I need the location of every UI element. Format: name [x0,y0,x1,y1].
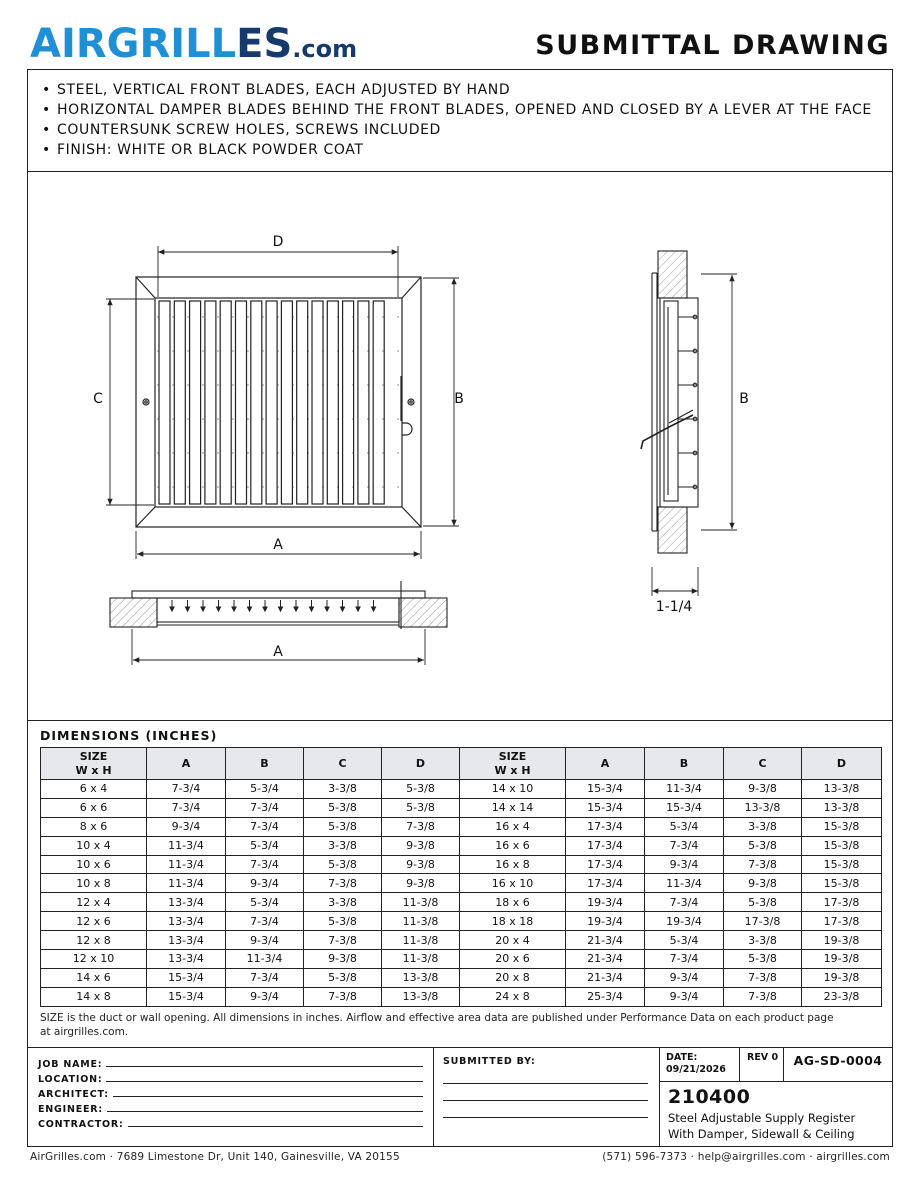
table-cell: 13-3/4 [147,931,226,950]
side-view [641,251,698,553]
table-cell: 19-3/4 [645,912,724,931]
table-cell: 5-3/8 [304,855,382,874]
table-cell: 16 x 10 [460,874,566,893]
table-cell: 13-3/4 [147,912,226,931]
dimensions-note: SIZE is the duct or wall opening. All dimensions in inches. Airflow and effective area data are published under Performance Data on each product page at airgrilles.com. [40,1012,834,1038]
table-cell: 9-3/8 [382,855,460,874]
table-cell: 13-3/4 [147,950,226,969]
table-cell: 11-3/8 [382,912,460,931]
section-blade-tip [341,607,345,611]
table-cell: 13-3/4 [147,893,226,912]
drawing-frame [27,69,893,1147]
table-cell: 11-3/4 [147,855,226,874]
section-blade-tip [294,607,298,611]
front-blade [174,301,185,504]
table-cell: 6 x 6 [41,798,147,817]
table-row [41,950,882,969]
table-cell: 14 x 8 [41,987,147,1006]
table-cell: 9-3/8 [382,836,460,855]
section-blade-tip [217,607,221,611]
drawing-info [660,1048,892,1146]
signature-line[interactable] [443,1084,648,1101]
table-cell: 7-3/4 [645,836,724,855]
table-cell: 17-3/8 [724,912,802,931]
table-cell: 3-3/8 [304,836,382,855]
front-blade [251,301,262,504]
section-blade-tip [201,607,205,611]
engineer-field[interactable]: ENGINEER: [38,1100,433,1115]
table-cell: 20 x 4 [460,931,566,950]
dim-label-a-front: A [273,537,283,553]
dimensions-table [40,747,882,1007]
table-cell: 3-3/8 [724,931,802,950]
table-cell: 7-3/4 [226,912,304,931]
table-cell: 20 x 8 [460,968,566,987]
table-cell: 12 x 8 [41,931,147,950]
table-cell: 6 x 4 [41,780,147,799]
column-header: C [724,748,802,780]
date-cell: DATE: 09/21/2026 [660,1048,740,1082]
dim-label-c: C [93,391,103,407]
dim-label-depth: 1-1/4 [655,599,693,615]
table-cell: 15-3/8 [802,817,882,836]
front-blade [266,301,277,504]
job-name-field[interactable]: JOB NAME: [38,1055,433,1070]
column-header: D [802,748,882,780]
section-blade-tip [356,607,360,611]
table-cell: 17-3/8 [802,893,882,912]
table-cell: 9-3/4 [226,987,304,1006]
title-block [28,1048,892,1146]
section-blade-tip [186,607,190,611]
table-cell: 13-3/8 [382,968,460,987]
table-cell: 5-3/4 [645,931,724,950]
table-cell: 15-3/4 [147,987,226,1006]
column-header: D [382,748,460,780]
table-cell: 5-3/8 [304,798,382,817]
table-cell: 5-3/8 [304,817,382,836]
table-cell: 9-3/8 [304,950,382,969]
column-header: C [304,748,382,780]
submitted-by-section [434,1048,660,1146]
section-blade-tip [232,607,236,611]
drawing-code: AG-SD-0004 [784,1048,892,1082]
table-cell: 11-3/4 [147,836,226,855]
table-row [41,912,882,931]
table-cell: 7-3/4 [226,855,304,874]
table-cell: 10 x 6 [41,855,147,874]
table-cell: 15-3/4 [566,780,645,799]
table-cell: 21-3/4 [566,950,645,969]
table-cell: 5-3/8 [304,968,382,987]
dim-label-b-side: B [739,391,749,407]
dim-label-b-front: B [454,391,464,407]
column-header: A [566,748,645,780]
table-cell: 7-3/4 [147,798,226,817]
front-blade [343,301,354,504]
section-blade-tip [310,607,314,611]
location-field[interactable]: LOCATION: [38,1070,433,1085]
table-cell: 5-3/4 [645,817,724,836]
table-cell: 5-3/4 [226,893,304,912]
table-cell: 9-3/8 [382,874,460,893]
table-row [41,798,882,817]
table-cell: 15-3/8 [802,836,882,855]
section-blade-tip [263,607,267,611]
table-cell: 7-3/4 [645,893,724,912]
table-cell: 19-3/4 [566,912,645,931]
table-cell: 15-3/4 [566,798,645,817]
architect-field[interactable]: ARCHITECT: [38,1085,433,1100]
front-blade [358,301,369,504]
table-cell: 15-3/8 [802,874,882,893]
section-blade-tip [248,607,252,611]
table-cell: 11-3/4 [147,874,226,893]
table-cell: 15-3/4 [645,798,724,817]
column-header: A [147,748,226,780]
airgrilles-logo: AIRGRILLES.com [30,21,358,67]
table-cell: 14 x 14 [460,798,566,817]
table-cell: 21-3/4 [566,931,645,950]
table-cell: 5-3/4 [226,836,304,855]
table-cell: 9-3/4 [226,874,304,893]
table-cell: 17-3/4 [566,817,645,836]
table-cell: 14 x 6 [41,968,147,987]
table-cell: 24 x 8 [460,987,566,1006]
dimensions-section [28,721,892,1048]
feature-item: • HORIZONTAL DAMPER BLADES BEHIND THE FRONT BLADES, OPENED AND CLOSED BY A LEVER AT THE FACE [42,100,892,120]
submitted-by-label: SUBMITTED BY: [443,1056,536,1067]
document-title: SUBMITTAL DRAWING [535,30,890,61]
table-cell: 9-3/8 [724,780,802,799]
table-cell: 13-3/8 [382,987,460,1006]
table-cell: 11-3/4 [226,950,304,969]
front-blade [205,301,216,504]
table-cell: 13-3/8 [802,780,882,799]
table-row [41,780,882,799]
table-cell: 16 x 8 [460,855,566,874]
front-blade [190,301,201,504]
table-cell: 14 x 10 [460,780,566,799]
table-cell: 19-3/8 [802,950,882,969]
table-cell: 7-3/8 [304,931,382,950]
contractor-field[interactable]: CONTRACTOR: [38,1115,433,1130]
section-blade-tip [372,607,376,611]
column-header: SIZE W x H [41,748,147,780]
table-cell: 7-3/4 [226,968,304,987]
table-cell: 12 x 6 [41,912,147,931]
feature-item: • FINISH: WHITE OR BLACK POWDER COAT [42,140,892,160]
signature-line[interactable] [443,1101,648,1118]
table-cell: 9-3/4 [226,931,304,950]
table-row [41,987,882,1006]
table-cell: 13-3/8 [802,798,882,817]
table-cell: 21-3/4 [566,968,645,987]
front-blade [297,301,308,504]
table-cell: 5-3/4 [226,780,304,799]
technical-drawing [28,172,892,721]
table-cell: 9-3/4 [147,817,226,836]
table-cell: 18 x 18 [460,912,566,931]
footer-address: AirGrilles.com · 7689 Limestone Dr, Unit 140, Gainesville, VA 20155 [30,1151,400,1163]
column-header: B [226,748,304,780]
product-description: Steel Adjustable Supply Register With Damper, Sidewall & Ceiling [668,1111,856,1141]
table-cell: 11-3/8 [382,893,460,912]
section-blade-tip [170,607,174,611]
front-blade [159,301,170,504]
table-cell: 5-3/8 [304,912,382,931]
footer-contact: (571) 596-7373 · help@airgrilles.com · airgrilles.com [602,1151,890,1163]
section-blade-tip [279,607,283,611]
table-cell: 15-3/8 [802,855,882,874]
table-cell: 23-3/8 [802,987,882,1006]
table-cell: 16 x 4 [460,817,566,836]
table-cell: 3-3/8 [724,817,802,836]
front-blade [327,301,338,504]
feature-item: • COUNTERSUNK SCREW HOLES, SCREWS INCLUDED [42,120,892,140]
feature-item: • STEEL, VERTICAL FRONT BLADES, EACH ADJUSTED BY HAND [42,80,892,100]
table-row [41,893,882,912]
table-cell: 8 x 6 [41,817,147,836]
front-blade [312,301,323,504]
table-cell: 12 x 4 [41,893,147,912]
table-cell: 19-3/8 [802,968,882,987]
table-cell: 11-3/4 [645,874,724,893]
table-cell: 9-3/4 [645,968,724,987]
table-cell: 17-3/4 [566,855,645,874]
front-blade [281,301,292,504]
table-cell: 19-3/4 [566,893,645,912]
section-view [110,581,447,629]
column-header: SIZE W x H [460,748,566,780]
table-cell: 9-3/8 [724,874,802,893]
column-header: B [645,748,724,780]
table-cell: 5-3/8 [382,780,460,799]
table-cell: 7-3/4 [645,950,724,969]
table-row [41,968,882,987]
product-number: 210400 [668,1086,751,1108]
table-cell: 7-3/8 [724,987,802,1006]
table-cell: 19-3/8 [802,931,882,950]
table-cell: 17-3/4 [566,874,645,893]
front-blade [373,301,384,504]
table-cell: 17-3/4 [566,836,645,855]
table-cell: 17-3/8 [802,912,882,931]
front-blade [236,301,247,504]
table-cell: 11-3/8 [382,931,460,950]
table-cell: 10 x 4 [41,836,147,855]
table-cell: 15-3/4 [147,968,226,987]
table-cell: 11-3/4 [645,780,724,799]
table-cell: 3-3/8 [304,780,382,799]
dim-label-d: D [272,234,284,250]
table-cell: 3-3/8 [304,893,382,912]
revision-cell: REV 0 [740,1048,784,1082]
dim-label-a-bottom: A [273,644,283,660]
table-row [41,836,882,855]
table-cell: 11-3/8 [382,950,460,969]
table-cell: 5-3/8 [724,950,802,969]
table-cell: 25-3/4 [566,987,645,1006]
table-cell: 7-3/4 [226,798,304,817]
table-row [41,874,882,893]
table-cell: 7-3/8 [304,987,382,1006]
front-blade [220,301,231,504]
table-cell: 16 x 6 [460,836,566,855]
table-cell: 13-3/8 [724,798,802,817]
table-cell: 5-3/8 [724,836,802,855]
table-cell: 7-3/8 [304,874,382,893]
section-blade-tip [325,607,329,611]
date-value: 09/21/2026 [666,1064,726,1075]
table-cell: 9-3/4 [645,855,724,874]
dimensions-title: DIMENSIONS (INCHES) [40,728,218,743]
table-cell: 7-3/4 [147,780,226,799]
table-cell: 7-3/8 [724,855,802,874]
table-cell: 5-3/8 [724,893,802,912]
table-cell: 18 x 6 [460,893,566,912]
table-cell: 9-3/4 [645,987,724,1006]
front-view [136,277,421,527]
table-cell: 20 x 6 [460,950,566,969]
signature-line[interactable] [443,1067,648,1084]
table-header-row [41,748,882,780]
table-cell: 12 x 10 [41,950,147,969]
table-row [41,817,882,836]
register-drawing [1,1,920,721]
project-info [28,1048,434,1146]
table-cell: 7-3/4 [226,817,304,836]
table-cell: 10 x 8 [41,874,147,893]
table-cell: 7-3/8 [382,817,460,836]
table-row [41,931,882,950]
table-row [41,855,882,874]
table-cell: 7-3/8 [724,968,802,987]
table-cell: 5-3/8 [382,798,460,817]
